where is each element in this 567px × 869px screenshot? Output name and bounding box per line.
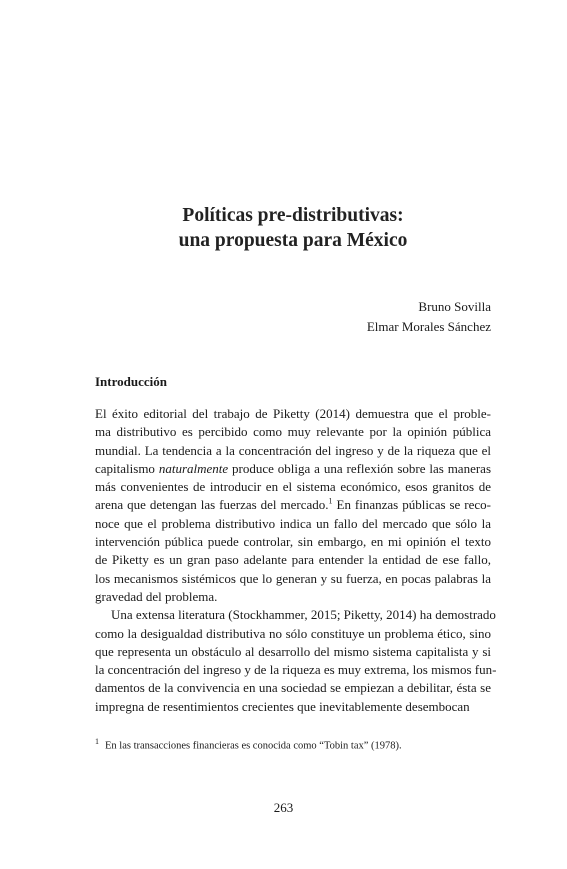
author-list (367, 297, 491, 336)
body-text (95, 405, 497, 716)
text-line: intervención pública puede controlar, sin embargo, en mi opinión el texto (95, 534, 491, 550)
text-segment: produce obliga a una reflexión sobre las maneras (228, 460, 492, 476)
text-line: Una extensa literatura (Stockhammer, 2015; Piketty, 2014) ha demostrado (111, 607, 496, 623)
footnote-reference: 1 (328, 497, 333, 507)
text-line: noce que el problema distributivo indica un fallo del mercado que sólo la (95, 515, 491, 531)
text-line: mundial. La tendencia a la concentración del ingreso y de la riqueza que el (95, 442, 491, 458)
text-segment: capitalismo (95, 460, 159, 476)
text-line: más convenientes de introducir en el sistema económico, esos granitos de (95, 479, 491, 495)
text-line: ma distributivo es percibido como muy relevante por la opinión pública (95, 424, 491, 440)
author-name: Elmar Morales Sánchez (366, 318, 491, 334)
text-line: los mecanismos sistémicos que lo generan y su fuerza, en pocas palabras la (95, 570, 491, 586)
text-segment: En finanzas públicas se reco- (332, 497, 491, 513)
footnote (95, 735, 402, 754)
text-line (95, 496, 491, 514)
emphasized-text: naturalmente (158, 460, 229, 476)
text-line: como la desigualdad distributiva no sólo constituye un problema ético, sino (95, 625, 491, 641)
text-line: El éxito editorial del trabajo de Piketty (2014) demuestra que el proble- (95, 406, 491, 421)
author-name: Bruno Sovilla (418, 299, 491, 314)
chapter-title-line-2: una propuesta para México (178, 230, 408, 251)
chapter-title (95, 203, 491, 253)
text-line: gravedad del problema. (95, 588, 218, 604)
text-line: impregna de resentimientos crecientes que inevitablemente desembocan (95, 698, 470, 714)
footnote-text: En las transacciones financieras es conocida como “Tobin tax” (1978). (105, 740, 402, 752)
text-line: la concentración del ingreso y de la riqueza es muy extrema, los mismos fun- (95, 662, 497, 678)
chapter-title-line-1: Políticas pre-distributivas: (182, 205, 404, 226)
paragraph (95, 606, 497, 716)
page-number: 263 (273, 800, 294, 815)
section-heading: Introducción (95, 374, 167, 389)
text-line: de Piketty es un gran paso adelante para entender la entidad de ese fallo, (95, 552, 491, 568)
text-line: que representa un obstáculo al desarrollo del mismo sistema capitalista y si (95, 643, 491, 659)
text-line: damentos de la convivencia en una sociedad se empiezan a debilitar, ésta se (95, 680, 491, 696)
text-segment: arena que detengan las fuerzas del mercado. (95, 497, 329, 513)
paragraph (95, 405, 491, 606)
text-line (95, 460, 491, 478)
footnote-mark: 1 (95, 737, 99, 746)
